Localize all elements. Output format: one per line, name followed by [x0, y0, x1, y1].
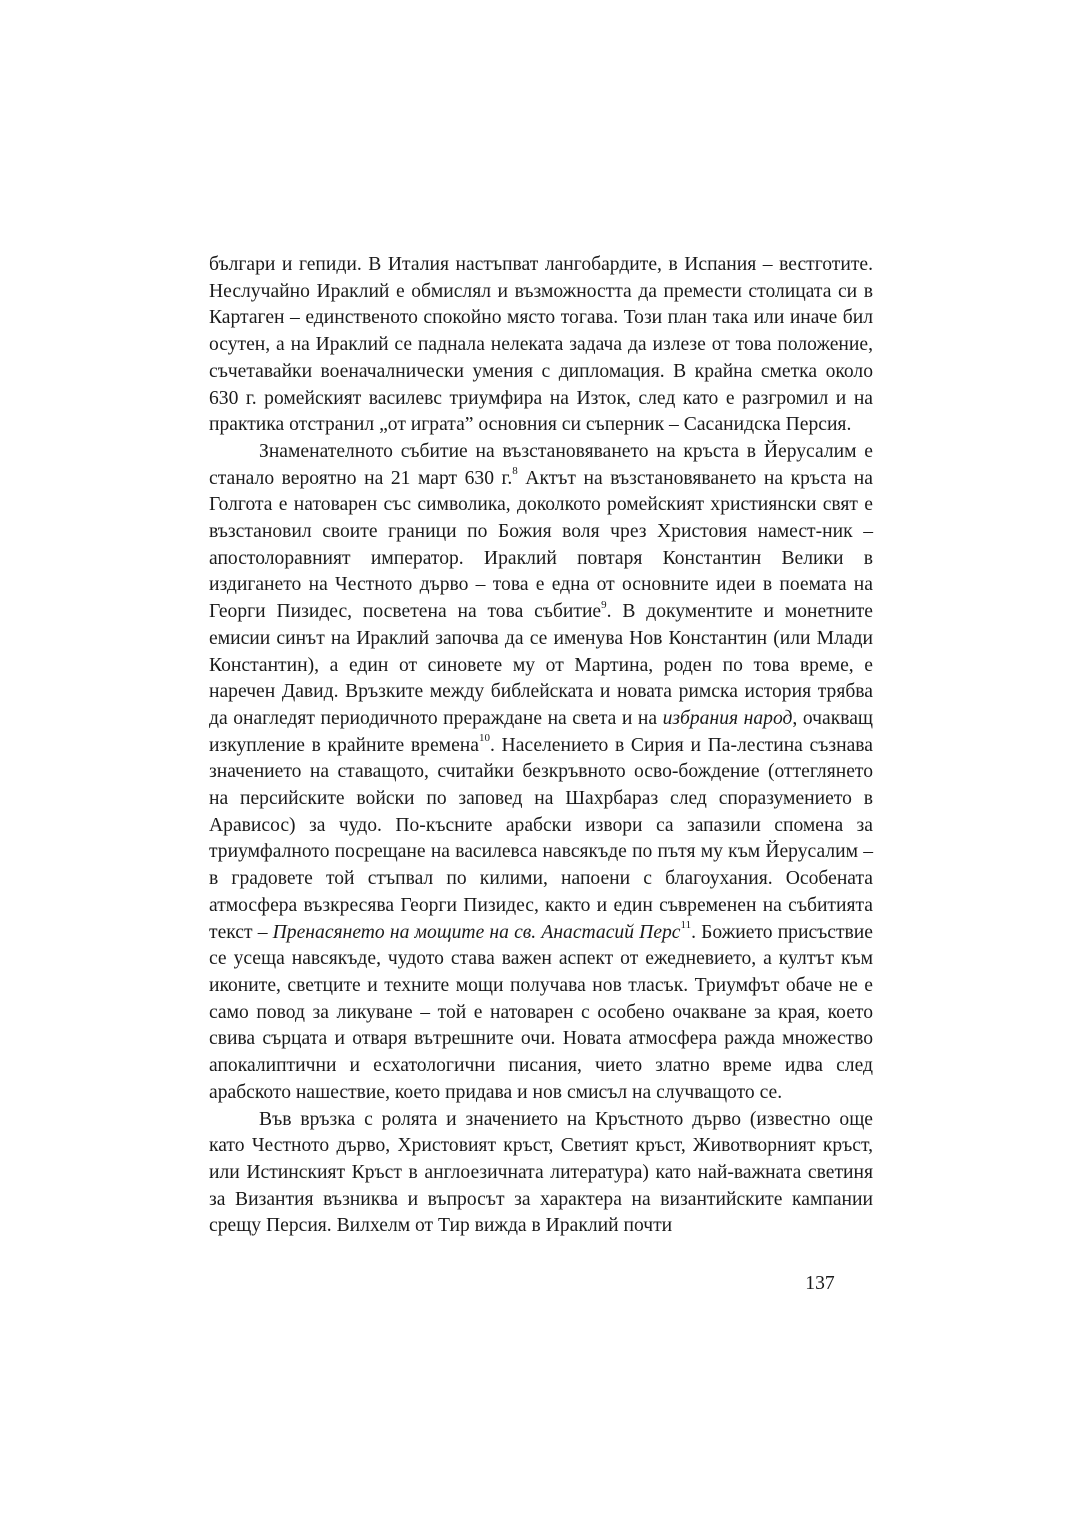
paragraph-2: [209, 439, 873, 1107]
italic-text: избрания народ: [662, 707, 793, 729]
text-run: . В документите и монетните емисии синът на Ираклий започва да се именува Нов Константин (или Млади Константин), а един от синовете му от Мартина, роден по това време, е наречен Давид. Връзките между библейската и новата римска история трябва да онагледят периодичното прераждане на света и на: [209, 601, 874, 729]
paragraph-3: [209, 1107, 873, 1241]
footnote-ref: 10: [478, 732, 490, 745]
text-run: . Населението в Сирия и Па-лестина съзнава значението на ставащото, считайки безкръвното осво-бождение (оттеглянето на персийските войски по заповед на Шахрбараз след споразумението в Арависос) за чудо. По-късните арабски извори са запазили спомена за триумфалното посрещане на василевса навсякъде по пътя му към Йерусалим – в градовете той стъпвал по килими, напоени с благоухания. Особената атмосфера възкресява Георги Пизидес, както и един съвременен на събитията текст –: [209, 734, 873, 943]
paragraph-1: [209, 252, 873, 439]
text-run: Знаменателното събитие на възстановяването на кръста в Йерусалим е станало вероятно на 21 март 630 г.: [209, 440, 873, 489]
text-run: Актът на възстановяването на кръста на Голгота е натоварен със символика, доколкото ромейският християнски свят е възстановил своите граници по Божия воля чрез Христовия намест-ник – апостолоравният император. Ираклий повтаря Константин Велики в издигането на Честното дърво – това е една от основните идеи в поемата на Георги Пизидес, посветена на това събитие: [209, 467, 873, 623]
text-run: Във връзка с ролята и значението на Кръстното дърво (известно още като Честното дърво, Христовият кръст, Светият кръст, Животворният кръст, или Истинският Кръст в англоезичната литература) като най-важната светиня за Византия възниква и въпросът за характера на византийските кампании срещу Персия. Вилхелм от Тир вижда в Ираклий почти: [209, 1108, 873, 1237]
text-run: . Божието присъствие се усеща навсякъде, чудото става важен аспект от ежедневието, а култът към иконите, светците и техните мощи получава нов тласък. Триумфът обаче не е само повод за ликуване – той е натоварен с особено очакване за края, което свива сърцата и отваря вътрешните очи. Новата атмосфера ражда множество апокалиптични и есхатологични писания, чието златно време идва след арабското нашествие, което придава и нов смисъл на случващото се.: [209, 921, 873, 1103]
text-run: българи и гепиди. В Италия настъпват лангобардите, в Испания – вестготите. Неслучайно Ираклий е обмислял и възможността да премести столицата си в Картаген – единственото спокойно място тогава. Този план така или иначе бил осутен, а на Ираклий се паднала нелеката задача да излезе от това положение, съчетавайки военачалнически умения с дипломация. В крайна сметка около 630 г. ромейският василевс триумфира на Изток, след като е разгромил и на практика отстранил „от играта” основния си съперник – Сасанидска Персия.: [209, 254, 873, 436]
footnote-ref: 8: [512, 465, 518, 478]
text-run: , очакващ изкупление в крайните времена: [209, 707, 873, 756]
page-number: 137: [805, 1273, 835, 1294]
footnote-ref: 11: [680, 919, 692, 932]
body-text: [209, 252, 873, 1240]
italic-text: Пренасянето на мощите на св. Анастасий Перс: [272, 921, 681, 943]
footnote-ref: 9: [601, 598, 607, 611]
